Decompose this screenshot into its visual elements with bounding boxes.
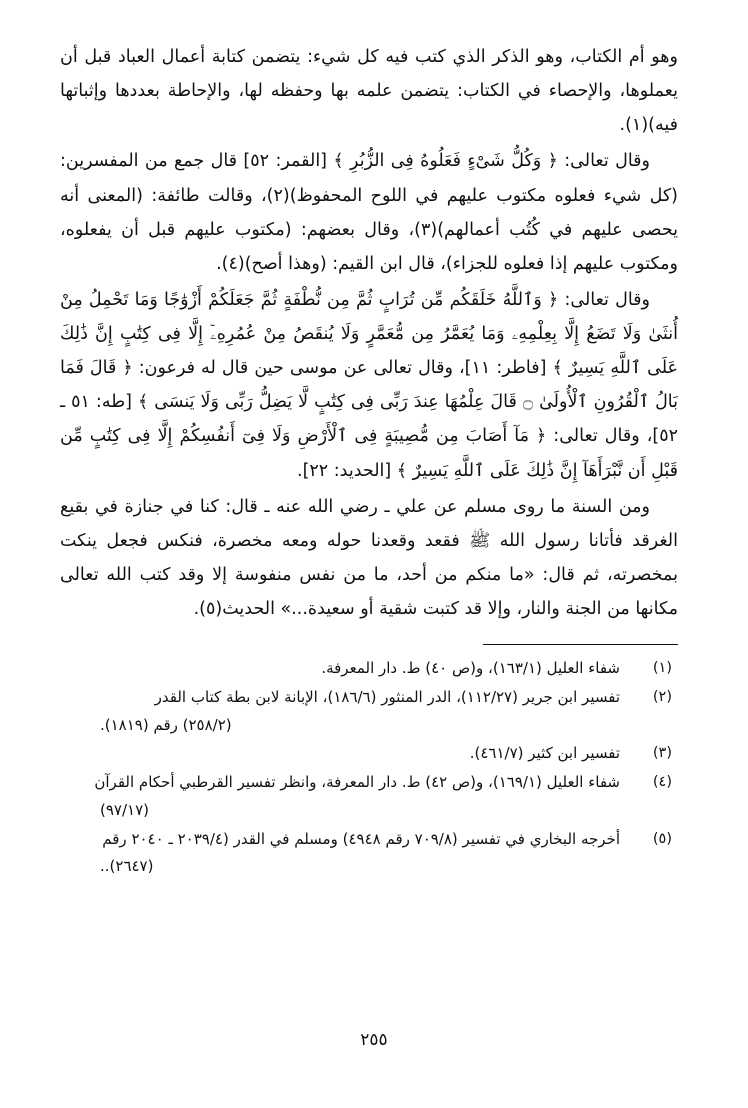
footnote-separator [483, 644, 678, 645]
footnote-item [60, 769, 672, 825]
footnote-number: (١) [652, 660, 672, 677]
footnote-continuation: (٩٧/١٧) [100, 800, 149, 819]
footnote-number: (٢) [652, 688, 672, 705]
footnote-text: شفاء العليل (١٦٩/١)، و(ص ٤٢) ط. دار المعرفة، وانظر تفسير القرطبي أحكام القرآن [94, 773, 620, 792]
page-body [60, 40, 678, 626]
footnote-text: تفسير ابن كثير (٤٦١/٧). [469, 744, 620, 763]
paragraph-2: وقال تعالى: ﴿ وَكُلُّ شَىْءٍ فَعَلُوهُ فِى الزُّبُرِ ﴾ [القمر: ٥٢] قال جمع من المفسرين: (كل شيء فعلوه مكتوب عليهم في اللوح المحفوظ)(٢)، وقالت طائفة: (المعنى أنه يحصى عليهم في كُتُب أعمالهم)(٣)، وقال بعضهم: (مكتوب عليهم قبل أن يفعلوه، ومكتوب عليهم إذا فعلوه للجزاء)، قال ابن القيم: (وهذا أصح)(٤). [60, 151, 678, 274]
footnote-text: أخرجه البخاري في تفسير (٧٠٩/٨ رقم ٤٩٤٨) ومسلم في القدر (٢٠٣٩/٤ ـ ٢٠٤٠ رقم [102, 829, 620, 848]
footnote-item [60, 684, 672, 740]
footnote-text: شفاء العليل (١٦٣/١)، و(ص ٤٠) ط. دار المعرفة. [321, 659, 620, 678]
footnote-text: تفسير ابن جرير (١١٢/٢٧)، الدر المنثور (١٨٦/٦)، الإبانة لابن بطة كتاب القدر [154, 687, 620, 706]
page-number: ٢٥٥ [360, 1030, 388, 1050]
footnote-item [60, 740, 672, 768]
footnotes-section [60, 655, 678, 881]
paragraph-1: وهو أم الكتاب، وهو الذكر الذي كتب فيه كل شيء: يتضمن كتابة أعمال العباد قبل أن يعملوها، والإحصاء في الكتاب: يتضمن علمه بها وحفظه لها، والإحاطة بعددها وإثباتها فيه)(١). [60, 47, 678, 136]
footnote-text-wrapper [60, 769, 620, 825]
footnote-item [60, 655, 672, 683]
footnote-continuation: (٢٥٨/٢) رقم (١٨١٩). [100, 715, 232, 734]
footnote-item [60, 826, 672, 882]
paragraph-3: وقال تعالى: ﴿ وَٱللَّهُ خَلَقَكُم مِّن تُرَابٍ ثُمَّ مِن نُّطْفَةٍ ثُمَّ جَعَلَكُمْ أَزْوَٰجًا وَمَا تَحْمِلُ مِنْ أُنثَىٰ وَلَا تَضَعُ إِلَّا بِعِلْمِهِۦ وَمَا يُعَمَّرُ مِن مُّعَمَّرٍ وَلَا يُنقَصُ مِنْ عُمُرِهِۦٓ إِلَّا فِى كِتَٰبٍ إِنَّ ذَٰلِكَ عَلَى ٱللَّهِ يَسِيرٌ ﴾ [فاطر: ١١]، وقال تعالى عن موسى حين قال له فرعون: ﴿ قَالَ فَمَا بَالُ ٱلْقُرُونِ ٱلْأُولَىٰ ۝ قَالَ عِلْمُهَا عِندَ رَبِّى فِى كِتَٰبٍ لَّا يَضِلُّ رَبِّى وَلَا يَنسَى ﴾ [طه: ٥١ ـ ٥٢]، وقال تعالى: ﴿ مَآ أَصَابَ مِن مُّصِيبَةٍ فِى ٱلْأَرْضِ وَلَا فِىٓ أَنفُسِكُمْ إِلَّا فِى كِتَٰبٍ مِّن قَبْلِ أَن نَّبْرَأَهَآ إِنَّ ذَٰلِكَ عَلَى ٱللَّهِ يَسِيرٌ ﴾ [الحديد: ٢٢]. [60, 289, 678, 481]
footnote-text-wrapper [60, 740, 620, 768]
footnote-continuation: (٢٦٤٧).. [100, 857, 154, 876]
footnote-text-wrapper [60, 684, 620, 740]
footnote-number: (٥) [652, 830, 672, 847]
footnote-number: (٤) [652, 774, 672, 791]
paragraph-4: ومن السنة ما روى مسلم عن علي ـ رضي الله عنه ـ قال: كنا في جنازة في بقيع الغرقد فأتانا رسول الله ﷺ فقعد وقعدنا حوله ومعه مخصرة، فنكس فجعل ينكت بمخصرته، ثم قال: «ما منكم من أحد، ما من نفس منفوسة إلا وقد كتب الله تعالى مكانها من الجنة والنار، وإلا قد كتبت شقية أو سعيدة...» الحديث(٥). [60, 496, 678, 619]
footnote-number: (٣) [652, 745, 672, 762]
footnote-text-wrapper [60, 655, 620, 683]
footnote-text-wrapper [60, 826, 620, 882]
